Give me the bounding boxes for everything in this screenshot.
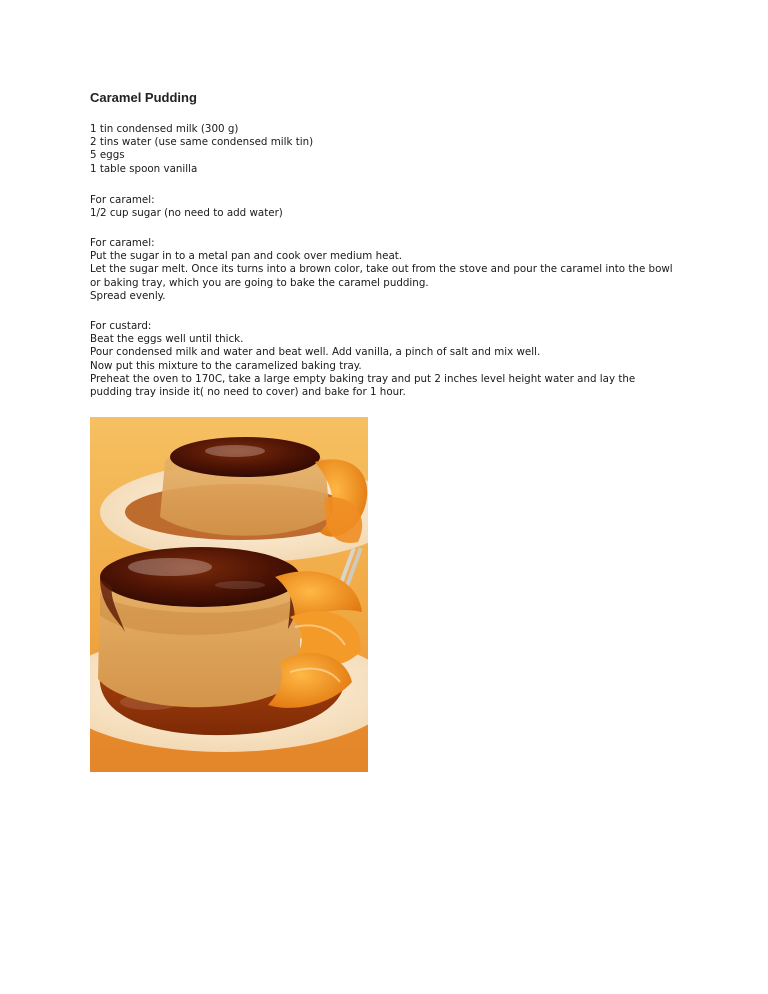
caramel-method-section bbox=[90, 237, 680, 303]
section-heading: For custard: bbox=[90, 320, 152, 332]
method-step: Preheat the oven to 170C, take a large empty baking tray and put 2 inches level height water and lay the pudding tray inside it( no need to cover) and bake for 1 hour. bbox=[90, 372, 639, 399]
ingredient-item: 1 table spoon vanilla bbox=[90, 162, 198, 175]
method-step: Spread evenly. bbox=[90, 289, 166, 302]
recipe-title: Caramel Pudding bbox=[90, 90, 197, 105]
section-heading: For caramel: bbox=[90, 237, 155, 249]
method-step: Let the sugar melt. Once its turns into a brown color, take out from the stove and pour the caramel into the bowl or baking tray, which you are going to bake the caramel pudding. bbox=[90, 263, 676, 289]
method-step: Put the sugar in to a metal pan and cook over medium heat. bbox=[90, 250, 403, 263]
method-step: Beat the eggs well until thick. bbox=[90, 333, 244, 346]
caramel-pudding-photo bbox=[90, 417, 368, 772]
custard-method-section bbox=[90, 320, 680, 399]
method-step: Pour condensed milk and water and beat well. Add vanilla, a pinch of salt and mix well. bbox=[90, 346, 541, 359]
ingredient-item: 2 tins water (use same condensed milk tin) bbox=[90, 136, 314, 149]
ingredient-item: 5 eggs bbox=[90, 149, 125, 162]
section-heading: For caramel: bbox=[90, 194, 155, 206]
caramel-ingredient-line: 1/2 cup sugar (no need to add water) bbox=[90, 207, 283, 220]
ingredient-item: 1 tin condensed milk (300 g) bbox=[90, 123, 239, 135]
caramel-ingredients-section bbox=[90, 194, 680, 220]
method-step: Now put this mixture to the caramelized baking tray. bbox=[90, 359, 362, 372]
ingredients-list bbox=[90, 123, 680, 176]
